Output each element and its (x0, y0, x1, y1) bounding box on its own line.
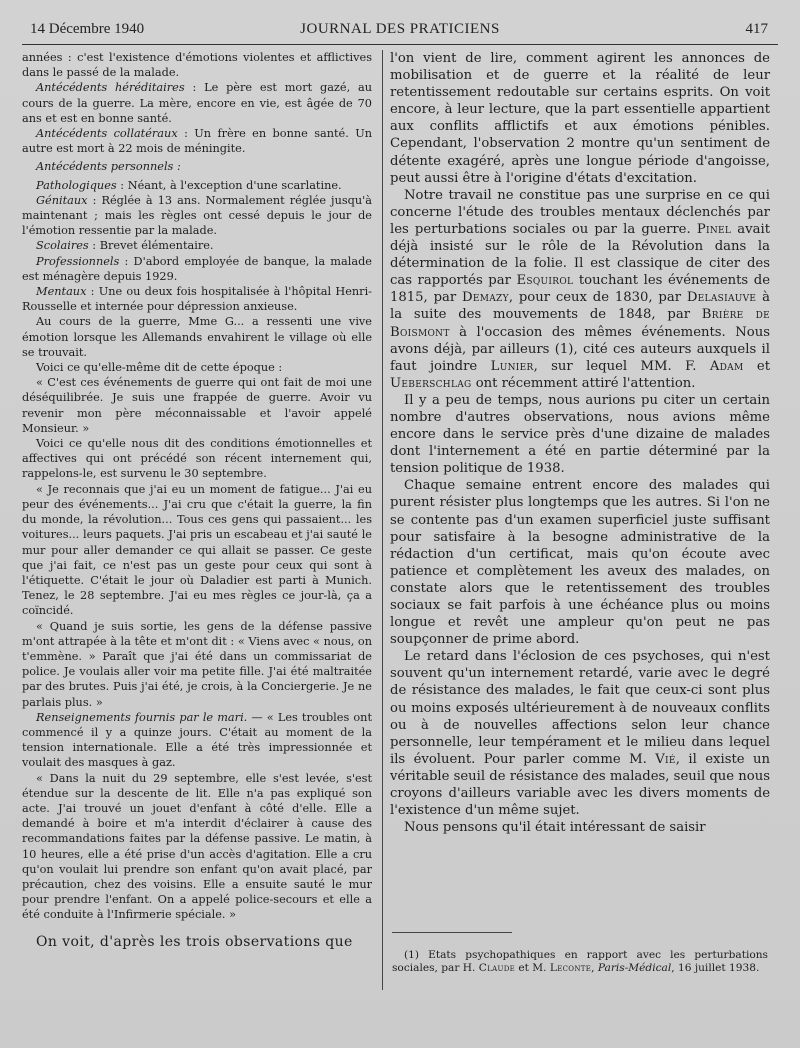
page-header (22, 20, 778, 45)
paragraph-text: , sur lequel MM. F. (533, 358, 710, 374)
paragraph: « C'est ces événements de guerre qui ont fait de moi une déséquilibrée. Je suis une frappée de guerre. Avoir vu revenir mon père méconnaissable et l'avoir appelé Monsieur. » (22, 376, 372, 435)
paragraph (22, 80, 372, 126)
paragraph-text: à la suite des mouvements de 1848, par (390, 290, 770, 323)
paragraph: Chaque semaine entrent encore des malades qui purent résister plus longtemps que les autres. Si l'on ne se contente pas d'un examen superficiel juste suffisant pour satisfaire à la besogne administrative de la rédaction d'un certificat, mais qu'on écoute avec patience et complètement les aveux des malades, on constate alors que le retentissement des troubles sociaux se fait parfois à une échéance plus ou moins longue et revêt une ampleur qu'on peut ne pas soupçonner de prime abord. (390, 478, 770, 648)
paragraph (22, 193, 372, 239)
paragraph: l'on vient de lire, comment agirent les annonces de mobilisation et de guerre et la réalité de leur retentissement redoutable sur certains esprits. On voit encore, à leur lecture, que la part essentielle appartient aux conflits afflictifs et aux émotions pénibles. Cependant, l'observation 2 montre qu'un sentiment de détente exagéré, après une longue période d'angoisse, peut aussi être à l'origine d'états d'excitation. (390, 51, 770, 186)
paragraph-text: , pour ceux de 1830, par (508, 290, 687, 306)
section-label: Antécédents collatéraux (36, 127, 178, 141)
paragraph-text: : Néant, à l'exception d'une scarlatine. (116, 178, 342, 192)
paragraph-text: à l'occasion des mêmes événements. Nous avons déjà, par ailleurs (1), cité ces auteurs auxquels il faut joindre (390, 324, 770, 374)
paragraph: « Dans la nuit du 29 septembre, elle s'est levée, s'est étendue sur la descente de lit. Elle n'a pas expliqué son acte. J'ai trouvé un jouet d'enfant à côté d'elle. Elle a demandé à boire et m'a interdit d'éclairer à cause des recommandations faites par la défense passive. Le matin, à 10 heures, elle a été prise d'un accès d'agitation. Elle a cru qu'on voulait lui prendre son enfant qu'on avait placé, par précaution, chez des voisins. Elle a ensuite sauté le mur pour prendre l'enfant. On a appelé police-secours et elle a été conduite à l'Infirmerie spéciale. » (22, 771, 372, 922)
paragraph: Nous pensons qu'il était intéressant de saisir (404, 820, 706, 836)
author-name: Esquirol (516, 273, 574, 289)
header-journal-title: JOURNAL DES PRATICIENS (300, 21, 500, 37)
author-name: Vié (655, 751, 676, 767)
header-page-number: 417 (745, 21, 768, 37)
paragraph: Voici ce qu'elle nous dit des conditions émotionnelles et affectives qui ont précédé son récent internement qui, rappelons-le, est survenu le 30 septembre. (22, 437, 372, 481)
author-name: Lunier (490, 358, 534, 374)
right-column (390, 50, 770, 836)
header-date: 14 Décembre 1940 (30, 21, 145, 37)
paragraph-text: Notre travail ne constitue pas une surprise en ce qui concerne l'étude des troubles mentaux déclenchés par les perturbations sociales ou par la guerre. (390, 187, 770, 237)
paragraph: « Quand je suis sortie, les gens de la défense passive m'ont attrapée à la tête et m'ont dit : « Viens avec « nous, on t'emmène. » Paraît que j'ai été dans un commissariat de police. Je voulais aller voir ma petite fille. J'ai été maltraitée par des brutes. Puis j'ai été, je crois, à la Conciergerie. Je ne parlais plus. » (22, 619, 372, 709)
paragraph (22, 284, 372, 314)
footnote-text: , (591, 962, 598, 975)
paragraph (22, 126, 372, 156)
paragraph (390, 187, 770, 392)
author-name: Demazy (461, 290, 509, 306)
section-label: Professionnels (36, 254, 120, 268)
paragraph (22, 178, 372, 193)
paragraph: On voit, d'après les trois observations que (36, 933, 353, 950)
author-name: Claude (478, 962, 516, 975)
paragraph: années : c'est l'existence d'émotions violentes et afflictives dans le passé de la malade. (22, 51, 372, 80)
paragraph: « Je reconnais que j'ai eu un moment de fatigue... J'ai eu peur des événements... J'ai cru que c'était la guerre, la fin du monde, la révolution... Tous ces gens qui passaient... les voitures... leurs paquets. J'ai pris un escabeau et j'ai sauté le mur pour aller demander ce qui allait se passer. Ce geste que j'ai fait, ce n'est pas un geste pour ceux qui sont à l'étiquette. C'était le jour où Daladier est parti à Munich. Tenez, le 28 septembre. J'ai eu mes règles ce jour-là, ça a coïncidé. (22, 482, 372, 618)
paragraph-text: : D'abord employée de banque, la malade est ménagère depuis 1929. (22, 254, 372, 283)
paragraph-text: et (743, 358, 770, 374)
paragraph-text: : Un frère en bonne santé. Un autre est mort à 22 mois de méningite. (22, 127, 372, 156)
paragraph-text: : Une ou deux fois hospitalisée à l'hôpital Henri-Rousselle et internée pour dépression anxieuse. (22, 285, 372, 314)
section-heading: Antécédents personnels : (36, 160, 181, 174)
paragraph: Au cours de la guerre, Mme G... a ressenti une vive émotion lorsque les Allemands envahirent le village où elle se trouvait. (22, 315, 372, 359)
paragraph (390, 648, 770, 819)
section-label: Scolaires (36, 239, 89, 253)
footnote-text: (1) Etats psychopathiques en rapport avec les perturbations sociales, par H. (392, 948, 768, 975)
column-divider (382, 50, 383, 990)
footnote-text: et M. (515, 962, 550, 975)
paragraph (22, 254, 372, 284)
paragraph-text: touchant les événements de 1815, par (390, 273, 770, 306)
footnote (392, 949, 768, 976)
footnote-rule (392, 932, 512, 933)
paragraph-text: : Réglée à 13 ans. Normalement réglée jusqu'à maintenant ; mais les règles ont cessé depuis le jour de l'émotion ressentie par la malade. (22, 193, 372, 238)
paragraph-text: avait déjà insisté sur le rôle de la Révolution dans la détermination de la folie. Il est classique de citer des cas rapportés par (390, 221, 770, 289)
author-name: Brière de Boismont (390, 307, 770, 340)
author-name: Adam (709, 358, 744, 374)
paragraph-text: — « Les troubles ont commencé il y a quinze jours. C'était au moment de la tension internationale. Elle a été très impressionnée et voulait des masques à gaz. (22, 710, 372, 770)
paragraph-text: , il existe un véritable seuil de résistance des malades, seuil que nous croyons d'ailleurs variable avec les divers moments de l'existence d'un même sujet. (390, 751, 770, 819)
paragraph (22, 238, 372, 253)
section-label: Antécédents héréditaires (36, 81, 185, 95)
author-name: Delasiauve (686, 290, 757, 306)
paragraph-text: Le retard dans l'éclosion de ces psychoses, qui n'est souvent qu'un internement retardé, varie avec le degré de résistance des malades, le fait que ceux-ci sont plus ou moins exposés ultérieurement à de nouveaux conflits ou à de nouvelles affections selon leur chance personnelle, leur tempérament et le milieu dans lequel ils évoluent. Pour parler comme M. (390, 649, 770, 767)
paragraph: Voici ce qu'elle-même dit de cette époque : (36, 361, 283, 375)
author-name: Ueberschlag (390, 375, 472, 391)
paragraph (22, 159, 372, 174)
section-label: Renseignements fournis par le mari. (36, 710, 248, 724)
author-name: Leconte (549, 962, 592, 975)
author-name: Pinel (696, 221, 732, 237)
section-label: Pathologiques (36, 178, 117, 192)
paragraph-text: : Brevet élémentaire. (88, 239, 214, 253)
left-column (22, 50, 372, 950)
paragraph: Il y a peu de temps, nous aurions pu citer un certain nombre d'autres observations, nous avions même encore dans le service près d'une dizaine de malades dont l'internement a été en partie déterminé par la tension politique de 1938. (390, 392, 770, 477)
footnote-text: , 16 juillet 1938. (671, 962, 760, 975)
section-label: Génitaux (36, 193, 88, 207)
section-label: Mentaux (36, 285, 87, 299)
journal-name: Paris-Médical (597, 962, 672, 975)
paragraph-text: : Le père est mort gazé, au cours de la guerre. La mère, encore en vie, est âgée de 70 ans et est en bonne santé. (22, 81, 372, 125)
paragraph (22, 710, 372, 771)
paragraph-text: ont récemment attiré l'attention. (471, 375, 696, 391)
